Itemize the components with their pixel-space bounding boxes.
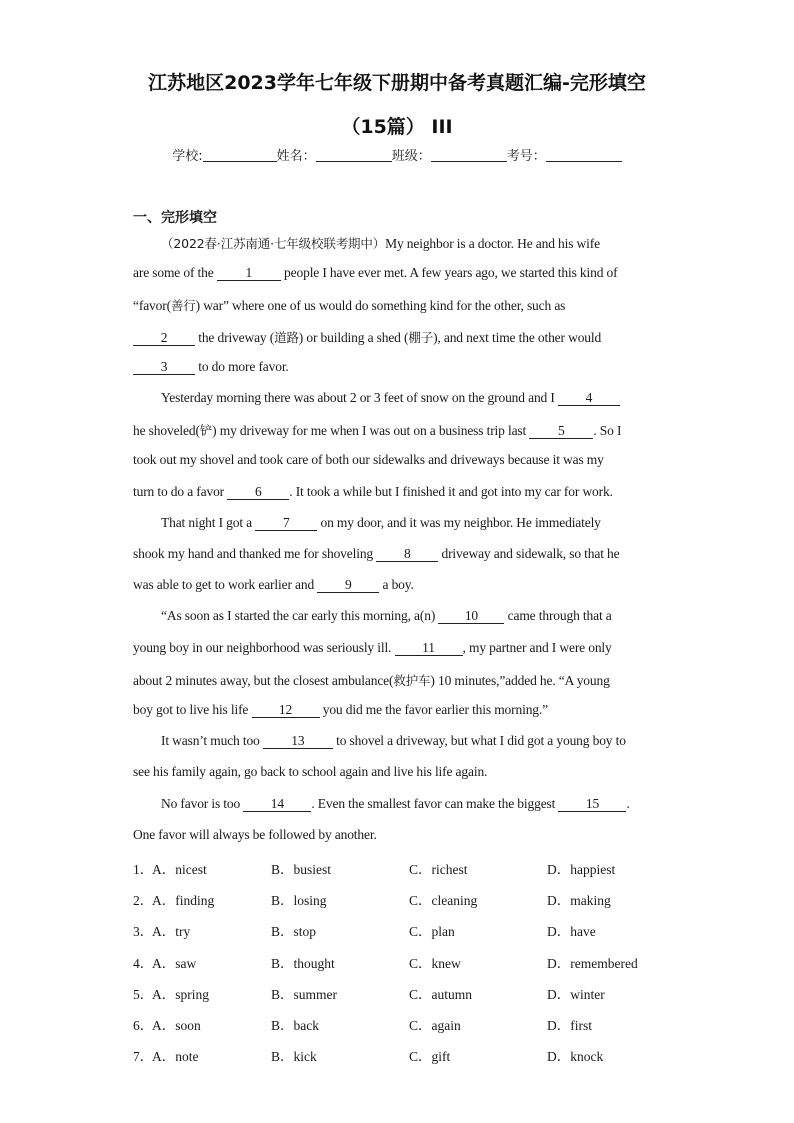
passage-line: That night I got a 7 on my door, and it was my neighbor. He immediately: [161, 515, 601, 530]
option-c[interactable]: C．autumn: [409, 986, 472, 1002]
option-b[interactable]: B．losing: [271, 893, 327, 909]
document-title: 江苏地区2023学年七年级下册期中备考真题汇编-完形填空: [148, 72, 646, 94]
option-c[interactable]: C．plan: [409, 924, 455, 940]
passage-line: was able to get to work earlier and 9 a boy.: [133, 577, 414, 592]
school-label: 学校:: [172, 149, 203, 164]
blank-8[interactable]: 8: [376, 547, 438, 562]
blank-5[interactable]: 5: [529, 424, 593, 439]
class-field[interactable]: [431, 148, 507, 162]
class-label: 班级：: [391, 149, 431, 164]
option-d[interactable]: D．have: [547, 924, 596, 940]
blank-2[interactable]: 2: [133, 331, 195, 346]
option-b[interactable]: B．stop: [271, 924, 317, 940]
passage-line: took out my shovel and took care of both our sidewalks and driveways because it was my: [133, 452, 604, 467]
option-b[interactable]: B．back: [271, 1018, 319, 1033]
passage-line: “As soon as I started the car early this morning, a(n) 10 came through that a: [161, 608, 612, 623]
option-a[interactable]: A．nicest: [152, 862, 207, 877]
passage-line: It wasn’t much too 13 to shovel a driveway, but what I did got a young boy to: [161, 733, 626, 748]
question-number: 6．: [133, 1018, 154, 1033]
blank-9[interactable]: 9: [317, 578, 379, 593]
passage-line: young boy in our neighborhood was seriously ill. 11 , my partner and I were only: [133, 640, 612, 655]
blank-7[interactable]: 7: [255, 516, 317, 531]
option-a[interactable]: A．try: [152, 924, 191, 940]
passage-line: turn to do a favor 6 . It took a while but I finished it and got into my car for work.: [133, 484, 613, 499]
blank-15[interactable]: 15: [558, 797, 626, 812]
section-heading: 一、完形填空: [133, 210, 217, 226]
student-info-line: [0, 145, 794, 164]
exam-no-field[interactable]: [546, 148, 622, 162]
passage-line: boy got to live his life 12 you did me the favor earlier this morning.”: [133, 702, 548, 717]
blank-4[interactable]: 4: [558, 391, 620, 406]
blank-14[interactable]: 14: [243, 797, 311, 812]
blank-10[interactable]: 10: [438, 609, 504, 624]
blank-3[interactable]: 3: [133, 360, 195, 375]
passage-line: No favor is too 14 . Even the smallest favor can make the biggest 15 .: [161, 796, 630, 811]
passage-line: “favor(善行) war” where one of us would do something kind for the other, such as: [133, 298, 566, 313]
option-d[interactable]: D．making: [547, 893, 611, 909]
option-d[interactable]: D．remembered: [547, 955, 638, 971]
option-b[interactable]: B．summer: [271, 986, 337, 1002]
option-d[interactable]: D．happiest: [547, 862, 616, 877]
blank-6[interactable]: 6: [227, 485, 289, 500]
passage-line: are some of the 1 people I have ever met. A few years ago, we started this kind of: [133, 265, 618, 280]
passage-line: see his family again, go back to school again and live his life again.: [133, 764, 488, 779]
blank-1[interactable]: 1: [217, 266, 281, 281]
passage-line: about 2 minutes away, but the closest ambulance(救护车) 10 minutes,”added he. “A young: [133, 673, 610, 688]
question-number: 2．: [133, 893, 154, 909]
option-c[interactable]: C．gift: [409, 1049, 451, 1065]
option-a[interactable]: A．spring: [152, 986, 209, 1002]
question-number: 4．: [133, 955, 154, 971]
passage-line: Yesterday morning there was about 2 or 3 feet of snow on the ground and I 4: [161, 390, 620, 406]
blank-13[interactable]: 13: [263, 734, 333, 749]
question-number: 7．: [133, 1049, 154, 1065]
question-number: 5．: [133, 986, 154, 1002]
passage-line: One favor will always be followed by another.: [133, 827, 377, 842]
blank-11[interactable]: 11: [395, 641, 463, 656]
passage-line: shook my hand and thanked me for shoveling 8 driveway and sidewalk, so that he: [133, 546, 620, 561]
passage-line: 2 the driveway (道路) or building a shed (棚子), and next time the other would: [133, 328, 601, 346]
option-d[interactable]: D．knock: [547, 1049, 604, 1065]
option-a[interactable]: A．note: [152, 1049, 199, 1065]
option-a[interactable]: A．soon: [152, 1018, 201, 1033]
question-number: 1．: [133, 862, 154, 877]
name-label: 姓名：: [276, 149, 316, 164]
option-c[interactable]: C．again: [409, 1018, 461, 1033]
blank-12[interactable]: 12: [252, 703, 320, 718]
option-c[interactable]: C．richest: [409, 862, 468, 877]
exam-no-label: 考号：: [506, 149, 546, 164]
option-b[interactable]: B．thought: [271, 955, 335, 971]
option-b[interactable]: B．kick: [271, 1049, 317, 1065]
option-c[interactable]: C．knew: [409, 955, 461, 971]
passage-line: he shoveled(铲) my driveway for me when I was out on a business trip last 5 . So I: [133, 423, 622, 438]
passage-line: （2022春·江苏南通·七年级校联考期中）My neighbor is a doctor. He and his wife: [161, 236, 600, 251]
name-field[interactable]: [316, 148, 392, 162]
option-d[interactable]: D．first: [547, 1018, 592, 1033]
option-b[interactable]: B．busiest: [271, 862, 332, 877]
school-field[interactable]: [203, 148, 277, 162]
passage-source: （2022春·江苏南通·七年级校联考期中）: [161, 236, 386, 251]
option-a[interactable]: A．finding: [152, 893, 215, 909]
passage-line: 3 to do more favor.: [133, 359, 289, 375]
question-number: 3．: [133, 924, 154, 940]
option-c[interactable]: C．cleaning: [409, 893, 478, 909]
option-d[interactable]: D．winter: [547, 986, 605, 1002]
document-subtitle: （15篇） III: [341, 116, 453, 138]
option-a[interactable]: A．saw: [152, 955, 197, 971]
